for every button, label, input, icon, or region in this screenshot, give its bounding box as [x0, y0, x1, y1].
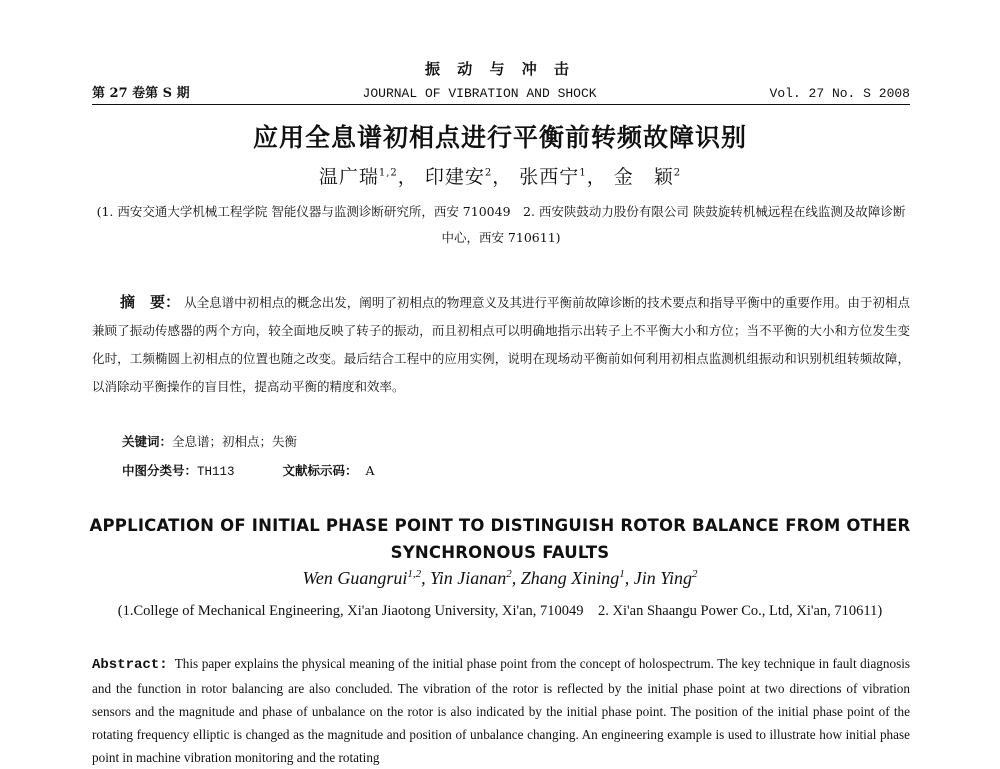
- journal-name-cn: 振 动 与 冲 击: [425, 60, 575, 78]
- author-sep: ，: [492, 166, 513, 188]
- issue-number: 第 27 卷第 S 期: [92, 86, 190, 101]
- volume-info: Vol. 27 No. S 2008: [769, 86, 910, 101]
- clc-label: 中图分类号：: [122, 463, 198, 478]
- author-affil-sup: 2: [673, 167, 682, 179]
- author-name: Zhang Xining: [520, 568, 620, 588]
- author-sep: ，: [586, 166, 607, 188]
- abstract-en-label: Abstract:: [92, 657, 168, 673]
- author-sep: ,: [421, 568, 431, 588]
- affiliation-en: (1.College of Mechanical Engineering, Xi'an Jiaotong University, Xi'an, 710049 2. Xi'an Shaangu Power Co., Ltd, Xi'an, 710611): [117, 603, 883, 619]
- abstract-cn-text: 从全息谱中初相点的概念出发，阐明了初相点的物理意义及其进行平衡前故障诊断的技术要点和指导平衡中的重要作用。由于初相点兼顾了振动传感器的两个方向，较全面地反映了转子的振动，而且初相点可以明确地指示出转子上不平衡大小和方位；当不平衡的大小和方位发生变化时，工频椭圆上初相点的位置也随之改变。最后结合工程中的应用实例，说明在现场动平衡前如何利用初相点监测机组振动和识别机组转频故障，以消除动平衡操作的盲目性，提高动平衡的精度和效率。: [92, 295, 910, 394]
- author-name: Yin Jianan: [430, 568, 507, 588]
- authors-cn: [0, 162, 1000, 189]
- author-name: 张西宁: [519, 166, 580, 188]
- author-name: Wen Guangrui: [302, 568, 408, 588]
- abstract-en: [92, 652, 910, 769]
- keywords-value: 全息谱；初相点；失衡: [172, 434, 298, 449]
- author-affil-sup: 1: [579, 167, 587, 179]
- author-sep: ，: [397, 166, 418, 188]
- clc-value: TH113: [197, 465, 235, 479]
- author-affil-sup: 2: [506, 568, 512, 580]
- author-name: 金 颖: [613, 166, 674, 188]
- author-name: 印建安: [424, 166, 485, 188]
- authors-en: [0, 568, 1000, 589]
- paper-title-cn: 应用全息谱初相点进行平衡前转频故障识别: [252, 123, 747, 152]
- author-affil-sup: 1,2: [378, 167, 398, 179]
- author-affil-sup: 1: [619, 568, 625, 580]
- author-affil-sup: 2: [484, 167, 493, 179]
- abstract-cn-label: 摘 要：: [120, 293, 181, 311]
- running-header: [92, 82, 910, 105]
- paper-title-en: APPLICATION OF INITIAL PHASE POINT TO DISTINGUISH ROTOR BALANCE FROM OTHER SYNCHRONOUS FAULTS: [89, 516, 911, 562]
- keywords-cn: [122, 432, 297, 450]
- doc-code-value: A: [365, 463, 375, 478]
- doc-code-label: 文献标示码：: [282, 463, 358, 478]
- author-affil-sup: 2: [691, 568, 698, 580]
- author-sep: ,: [624, 568, 634, 588]
- journal-name-en: JOURNAL OF VIBRATION AND SHOCK: [362, 86, 597, 101]
- keywords-label: 关键词：: [122, 434, 173, 449]
- author-sep: ,: [511, 568, 521, 588]
- abstract-en-text: This paper explains the physical meaning of the initial phase point from the concept of holospectrum. The key technique in fault diagnosis and the function in rotor balancing are also concluded. The vibration of the rotor is reflected by the initial phase point at two directions of vibration sensors and the magnitude and phase of unbalance on the rotor is also indicated by the initial phase point. The position of the initial phase point of the rotating frequency elliptic is changed as the magnitude and position of unbalance changing. An engineering example is used to illustrate how initial phase point in machine vibration monitoring and the rotating: [92, 656, 911, 765]
- author-affil-sup: 1,2: [407, 568, 422, 580]
- classification-row: [122, 461, 375, 479]
- affiliation-cn: (1. 西安交通大学机械工程学院 智能仪器与监测诊断研究所，西安 710049 2. 西安陕鼓动力股份有限公司 陕鼓旋转机械远程在线监测及故障诊断中心，西安 710611): [96, 204, 906, 245]
- author-name: Jin Ying: [633, 568, 692, 588]
- abstract-cn: [92, 288, 910, 401]
- author-name: 温广瑞: [318, 166, 379, 188]
